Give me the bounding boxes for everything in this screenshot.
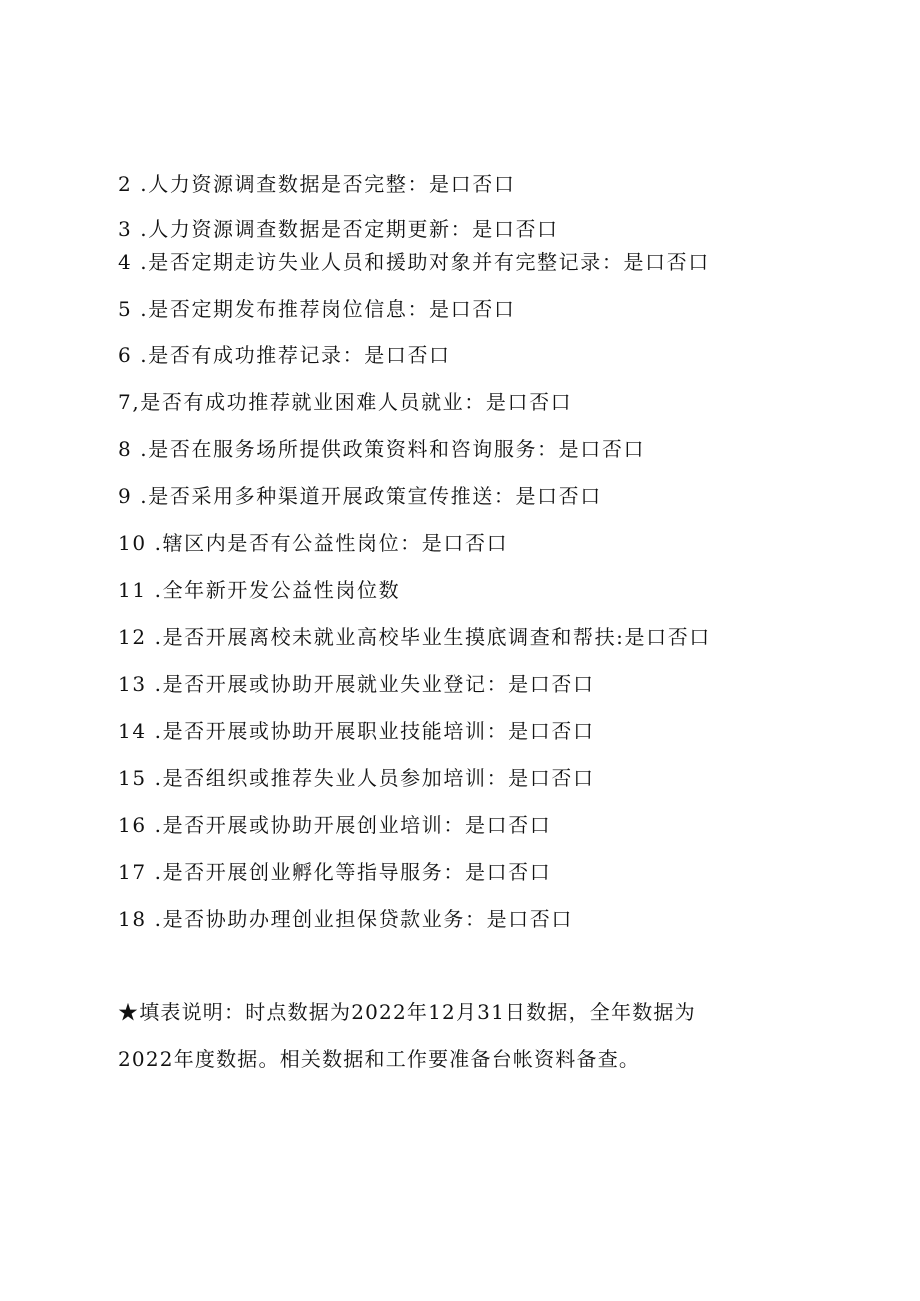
checklist-item-13: 13 .是否开展或协助开展就业失业登记：是口否口 bbox=[118, 672, 595, 696]
checklist-item-14: 14 .是否开展或协助开展职业技能培训：是口否口 bbox=[118, 719, 595, 743]
fill-instructions-line-2: 2022年度数据。相关数据和工作要准备台帐资料备查。 bbox=[118, 1047, 641, 1071]
checklist-item-8: 8 .是否在服务场所提供政策资料和咨询服务：是口否口 bbox=[118, 437, 646, 461]
checklist-item-10: 10 .辖区内是否有公益性岗位：是口否口 bbox=[118, 531, 509, 555]
checklist-item-12: 12 .是否开展离校未就业高校毕业生摸底调查和帮扶:是口否口 bbox=[118, 625, 711, 649]
checklist-item-6: 6 .是否有成功推荐记录：是口否口 bbox=[118, 343, 451, 367]
checklist-item-16: 16 .是否开展或协助开展创业培训：是口否口 bbox=[118, 813, 552, 837]
checklist-item-5: 5 .是否定期发布推荐岗位信息：是口否口 bbox=[118, 297, 516, 321]
checklist-item-11: 11 .全年新开发公益性岗位数 bbox=[118, 578, 401, 602]
checklist-item-17: 17 .是否开展创业孵化等指导服务：是口否口 bbox=[118, 860, 552, 884]
checklist-item-3: 3 .人力资源调查数据是否定期更新：是口否口 bbox=[118, 217, 559, 241]
fill-instructions-line-1: ★填表说明：时点数据为2022年12月31日数据，全年数据为 bbox=[118, 1000, 696, 1024]
checklist-item-7: 7,是否有成功推荐就业困难人员就业：是口否口 bbox=[118, 390, 573, 414]
checklist-item-4: 4 .是否定期走访失业人员和援助对象并有完整记录：是口否口 bbox=[118, 250, 710, 274]
checklist-item-15: 15 .是否组织或推荐失业人员参加培训：是口否口 bbox=[118, 766, 595, 790]
checklist-item-9: 9 .是否采用多种渠道开展政策宣传推送：是口否口 bbox=[118, 484, 602, 508]
checklist-item-2: 2 .人力资源调查数据是否完整：是口否口 bbox=[118, 172, 516, 196]
checklist-item-18: 18 .是否协助办理创业担保贷款业务：是口否口 bbox=[118, 907, 573, 931]
